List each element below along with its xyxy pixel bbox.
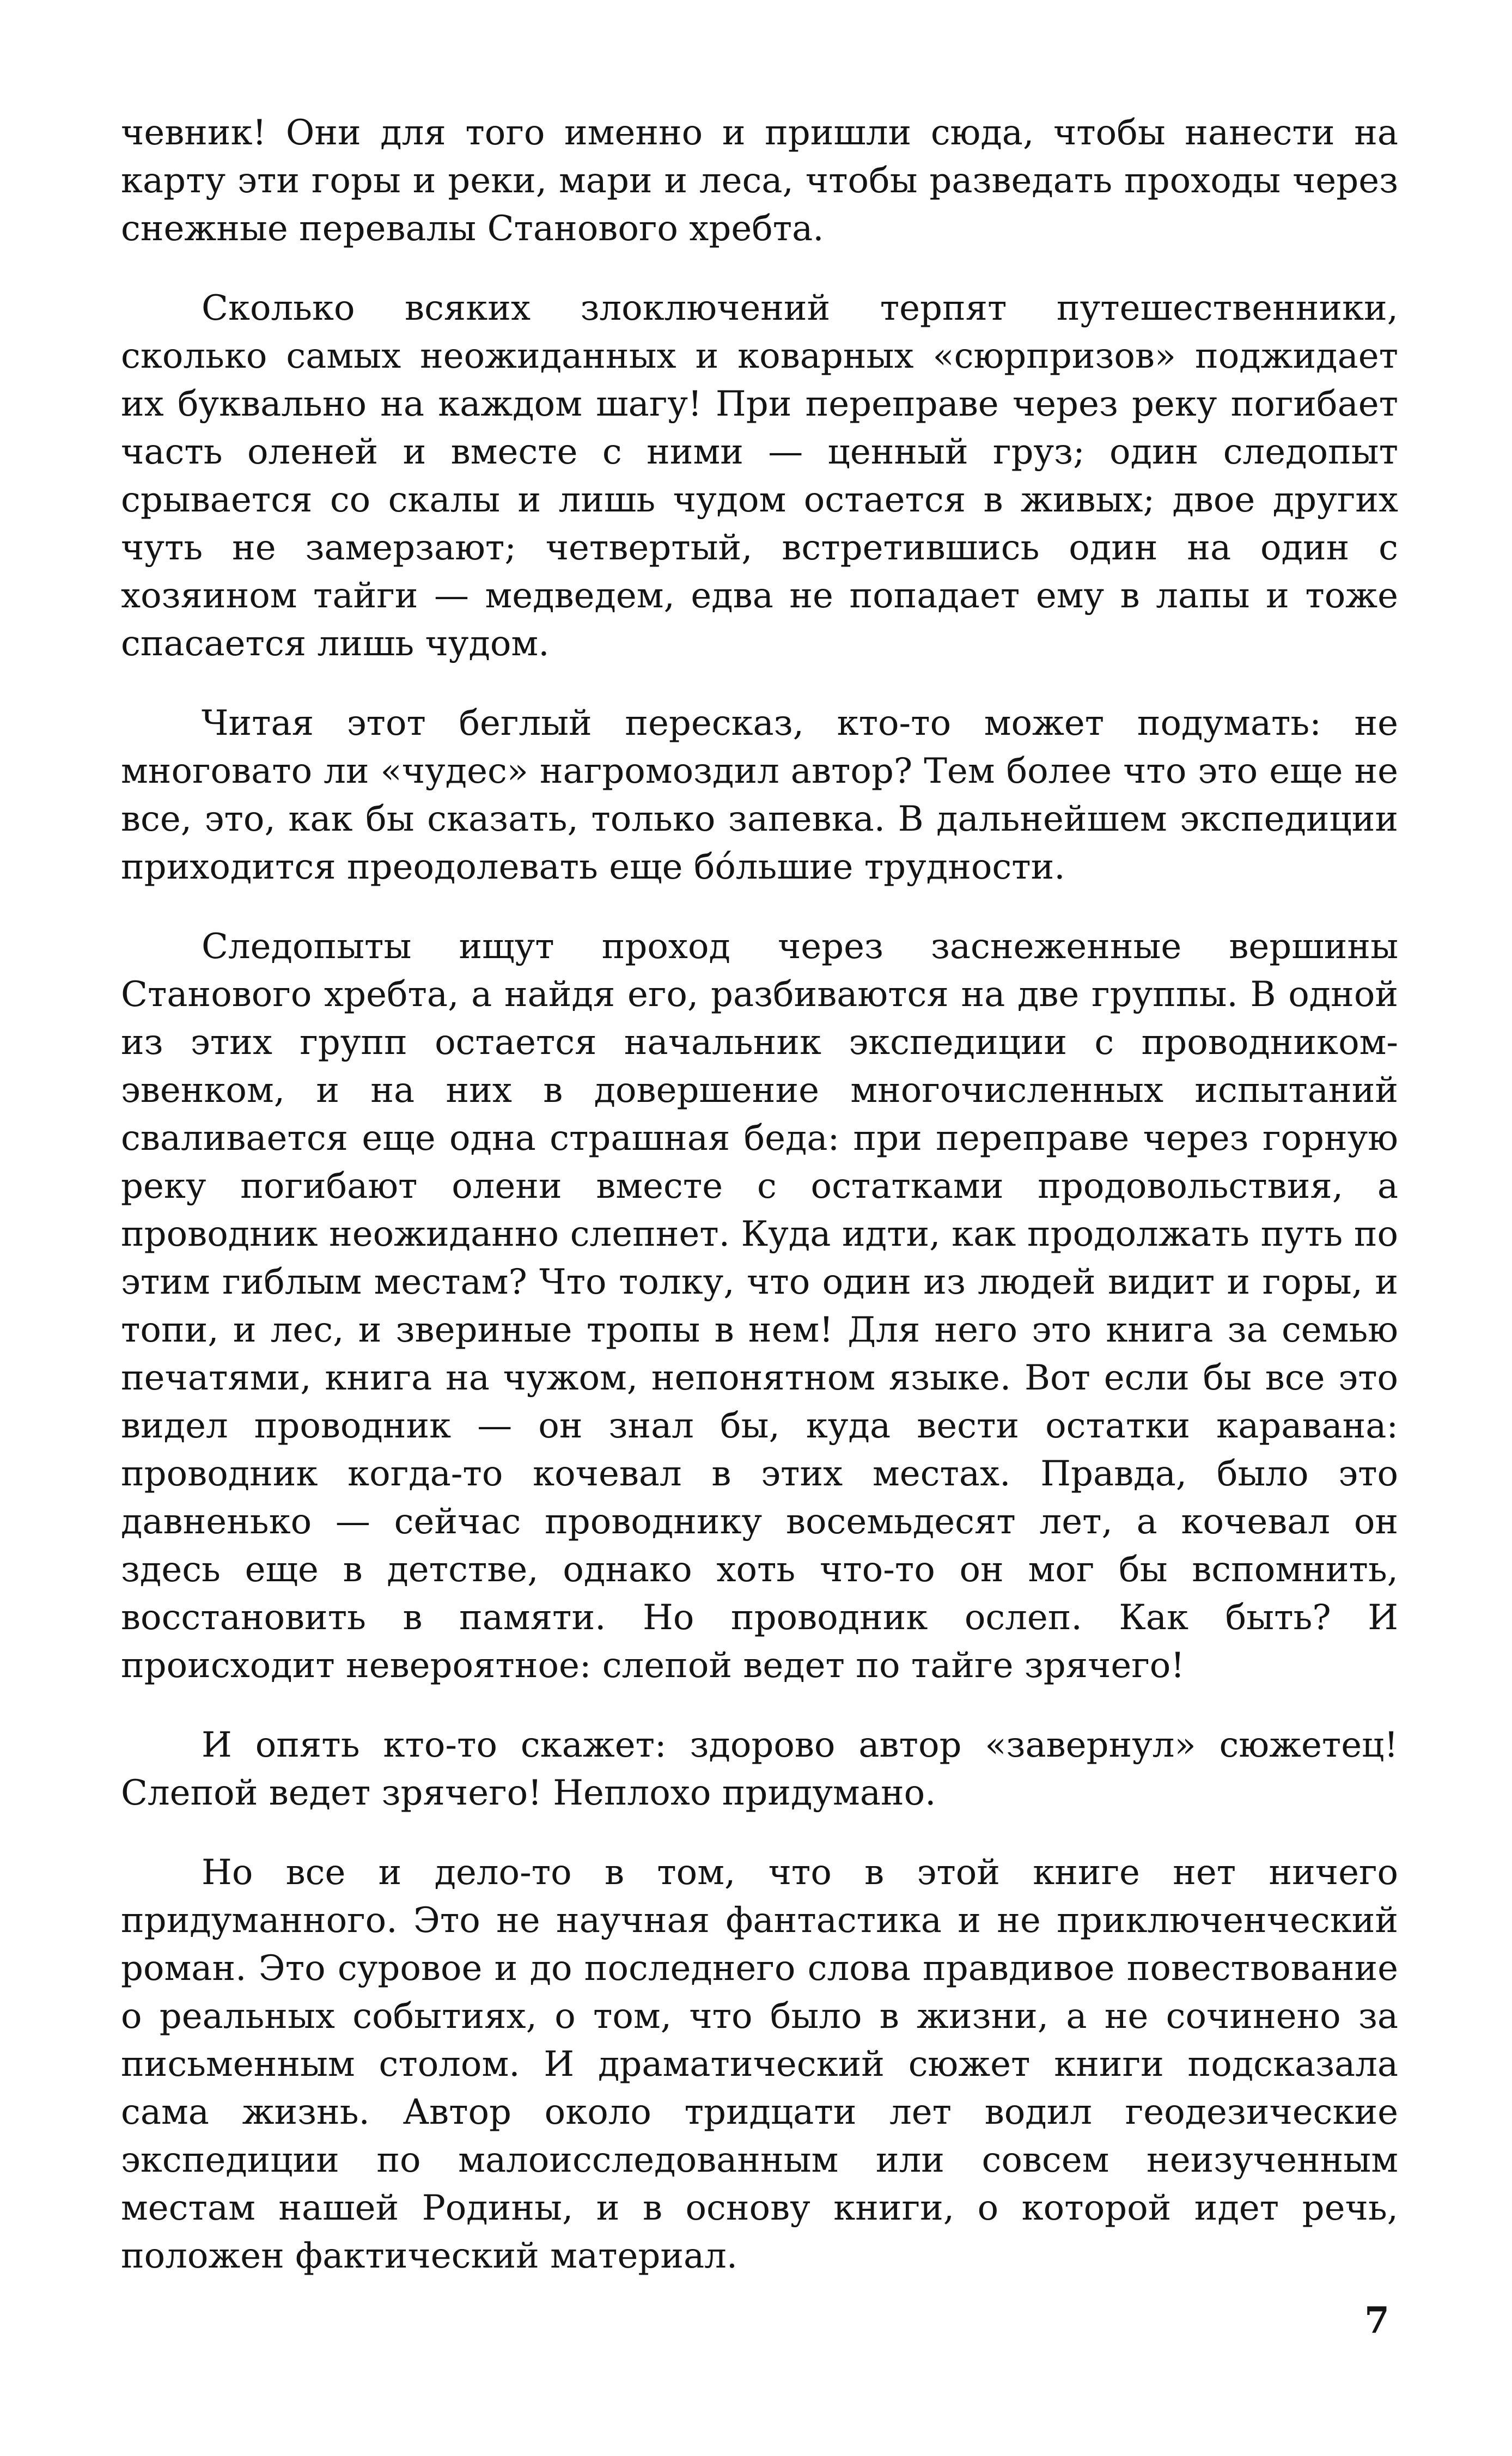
paragraph-1: чевник! Они для того именно и пришли сюда, чтобы нанести на карту эти горы и реки, мари и леса, чтобы разведать проходы через снежные перевалы Станового хребта. — [121, 113, 1398, 249]
paragraph-5: И опять кто-то скажет: здорово автор «завернул» сюжетец! Слепой ведет зрячего! Неплохо придумано. — [121, 1725, 1398, 1813]
paragraph-2: Сколько всяких злоключений терпят путешественники, сколько самых неожиданных и коварных «сюрпризов» поджидает их буквально на каждом шагу! При переправе через реку погибает часть оленей и вместе с ними — ценный груз; один следопыт срывается со скалы и лишь чудом остается в живых; двое других чуть не замерзают; четвертый, встретившись один на один с хозяином тайги — медведем, едва не попадает ему в лапы и тоже спасается лишь чудом. — [121, 288, 1398, 664]
page-number: 7 — [1364, 2299, 1389, 2342]
paragraph-4: Следопыты ищут проход через заснеженные вершины Станового хребта, а найдя его, разбиваются на две группы. В одной из этих групп остается начальник экспедиции с проводником-эвенком, и на них в довершение многочисленных испытаний сваливается еще одна страшная беда: при переправе через горную реку погибают олени вместе с остатками продовольствия, а проводник неожиданно слепнет. Куда идти, как продолжать путь по этим гиблым местам? Что толку, что один из людей видит и горы, и топи, и лес, и звериные тропы в нем! Для него это книга за семью печатями, книга на чужом, непонятном языке. Вот если бы все это видел проводник — он знал бы, куда вести остатки каравана: проводник когда-то кочевал в этих местах. Правда, было это давненько — сейчас проводнику восемьдесят лет, а кочевал он здесь еще в детстве, однако хоть что-то он мог бы вспомнить, восстановить в памяти. Но проводник ослеп. Как быть? И происходит невероятное: слепой ведет по тайге зрячего! — [121, 927, 1398, 1686]
page-body — [121, 109, 1398, 2312]
paragraph-6: Но все и дело-то в том, что в этой книге нет ничего придуманного. Это не научная фантастика и не приключенческий роман. Это суровое и до последнего слова правдивое повествование о реальных событиях, о том, что было в жизни, а не сочинено за письменным столом. И драматический сюжет книги подсказала сама жизнь. Автор около тридцати лет водил геодезические экспедиции по малоисследованным или совсем неизученным местам нашей Родины, и в основу книги, о которой идет речь, положен фактический материал. — [121, 1852, 1398, 2276]
paragraph-3: Читая этот беглый пересказ, кто-то может подумать: не многовато ли «чудес» нагромоздил автор? Тем более что это еще не все, это, как бы сказать, только запевка. В дальнейшем экспедиции приходится преодолевать еще бо́льшие трудности. — [121, 703, 1398, 887]
